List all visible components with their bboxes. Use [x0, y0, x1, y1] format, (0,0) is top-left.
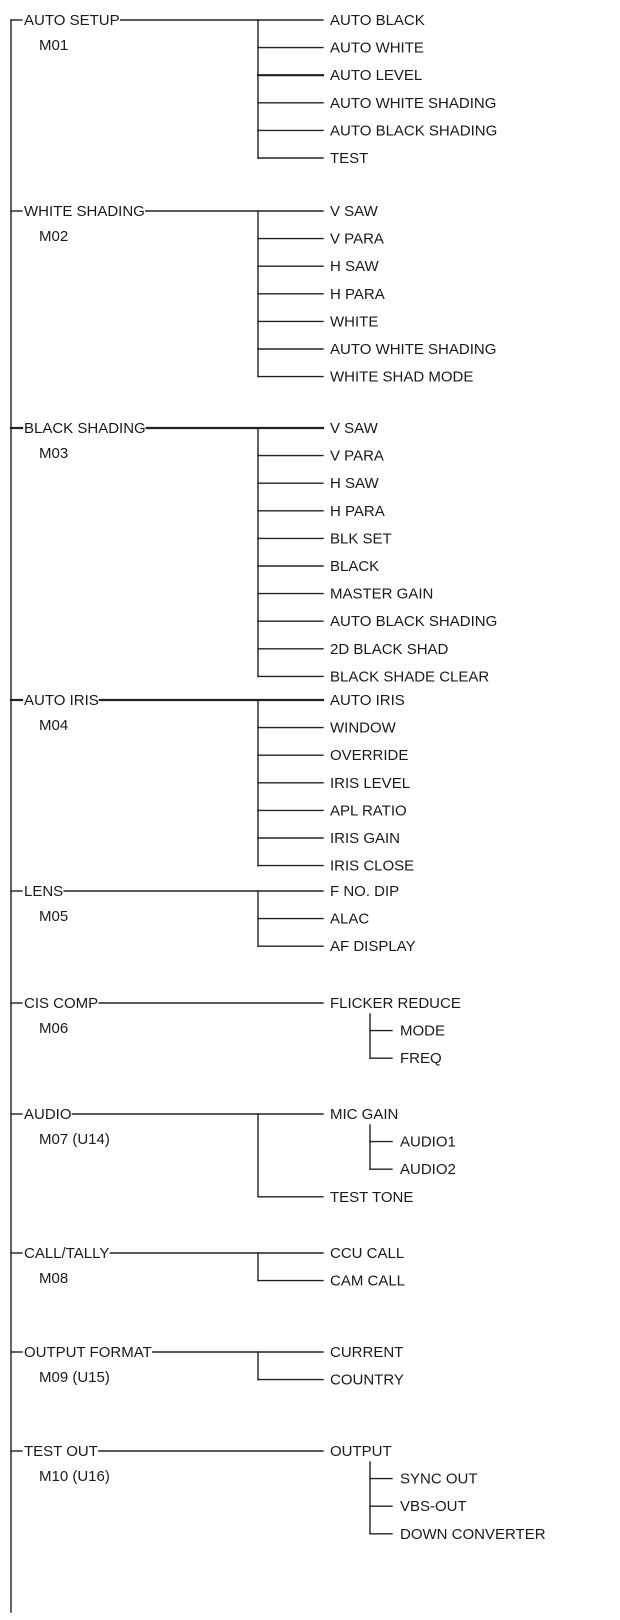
menu-item-label: H SAW [330, 475, 379, 493]
group-name-label: AUDIO [24, 1106, 72, 1123]
menu-item-label: CCU CALL [330, 1245, 405, 1262]
group-code-label: M03 [39, 445, 69, 462]
menu-item-label: BLACK SHADE CLEAR [330, 668, 490, 686]
group-name-label: LENS [24, 883, 64, 900]
menu-item-label: F NO. DIP [330, 883, 400, 900]
group-code-label: M01 [39, 37, 69, 54]
menu-item-label: AUTO BLACK SHADING [330, 122, 498, 140]
group-name-label: AUTO IRIS [24, 692, 99, 709]
menu-group [11, 1106, 456, 1206]
menu-item-label: WINDOW [330, 719, 396, 737]
menu-item-label: COUNTRY [330, 1371, 404, 1389]
group-code-label: M06 [39, 1020, 69, 1037]
menu-item-label: WHITE SHAD MODE [330, 368, 474, 386]
menu-item-label: H PARA [330, 502, 385, 520]
menu-item-label: MASTER GAIN [330, 585, 434, 603]
menu-item-label: V SAW [330, 203, 378, 220]
menu-item-label: OVERRIDE [330, 747, 409, 765]
group-code-label: M09 (U15) [39, 1369, 110, 1386]
menu-item-label: AUTO BLACK SHADING [330, 613, 498, 631]
sub-item-label: MODE [400, 1022, 445, 1040]
sub-item-label: VBS-OUT [400, 1498, 467, 1516]
menu-group [11, 203, 496, 386]
menu-item-label: TEST TONE [330, 1188, 414, 1206]
menu-item-label: AUTO WHITE SHADING [330, 94, 497, 112]
group-code-label: M10 (U16) [39, 1468, 110, 1485]
group-name-label: CIS COMP [24, 995, 99, 1012]
menu-group [11, 1245, 405, 1290]
menu-item-label: TEST [330, 150, 369, 167]
group-name-label: BLACK SHADING [24, 420, 146, 437]
sub-item-label: FREQ [400, 1050, 442, 1068]
group-name-label: OUTPUT FORMAT [24, 1344, 152, 1361]
menu-item-label: IRIS LEVEL [330, 774, 411, 792]
menu-item-label: AUTO WHITE SHADING [330, 341, 497, 358]
menu-item-label: AF DISPLAY [330, 938, 416, 956]
menu-item-label: 2D BLACK SHAD [330, 640, 449, 658]
menu-item-label: CURRENT [330, 1344, 404, 1361]
sub-item-label: AUDIO2 [400, 1161, 456, 1179]
menu-item-label: V SAW [330, 420, 378, 437]
group-name-label: WHITE SHADING [24, 203, 145, 220]
menu-group [11, 1344, 404, 1389]
group-code-label: M08 [39, 1270, 69, 1287]
group-name-label: AUTO SETUP [24, 12, 120, 29]
sub-item-label: DOWN CONVERTER [400, 1525, 546, 1543]
menu-item-label: FLICKER REDUCE [330, 995, 461, 1012]
menu-item-label: BLK SET [330, 530, 392, 548]
menu-group [11, 12, 497, 167]
sub-item-label: AUDIO1 [400, 1133, 456, 1151]
menu-group [11, 692, 414, 875]
menu-item-label: WHITE [330, 313, 379, 331]
menu-item-label: APL RATIO [330, 802, 407, 820]
menu-item-label: IRIS CLOSE [330, 857, 415, 875]
menu-item-label: AUTO BLACK [330, 12, 425, 29]
menu-item-label: MIC GAIN [330, 1106, 399, 1123]
group-code-label: M04 [39, 717, 69, 734]
menu-item-label: AUTO IRIS [330, 692, 405, 709]
menu-item-label: AUTO LEVEL [330, 67, 423, 85]
menu-item-label: IRIS GAIN [330, 830, 401, 847]
menu-group [11, 995, 461, 1067]
group-code-label: M05 [39, 908, 69, 925]
menu-item-label: AUTO WHITE [330, 39, 424, 57]
menu-item-label: V PARA [330, 447, 384, 465]
group-code-label: M02 [39, 228, 69, 245]
menu-item-label: ALAC [330, 910, 370, 928]
group-code-label: M07 (U14) [39, 1131, 110, 1148]
menu-group [11, 883, 416, 955]
group-name-label: TEST OUT [24, 1443, 98, 1460]
group-name-label: CALL/TALLY [24, 1245, 110, 1262]
menu-item-label: H SAW [330, 258, 379, 276]
menu-item-label: H PARA [330, 285, 385, 303]
sub-item-label: SYNC OUT [400, 1470, 478, 1488]
menu-group [11, 420, 497, 685]
menu-item-label: OUTPUT [330, 1443, 392, 1460]
menu-item-label: CAM CALL [330, 1272, 406, 1290]
menu-item-label: BLACK [330, 558, 380, 575]
menu-group [11, 1443, 546, 1543]
menu-item-label: V PARA [330, 230, 384, 248]
